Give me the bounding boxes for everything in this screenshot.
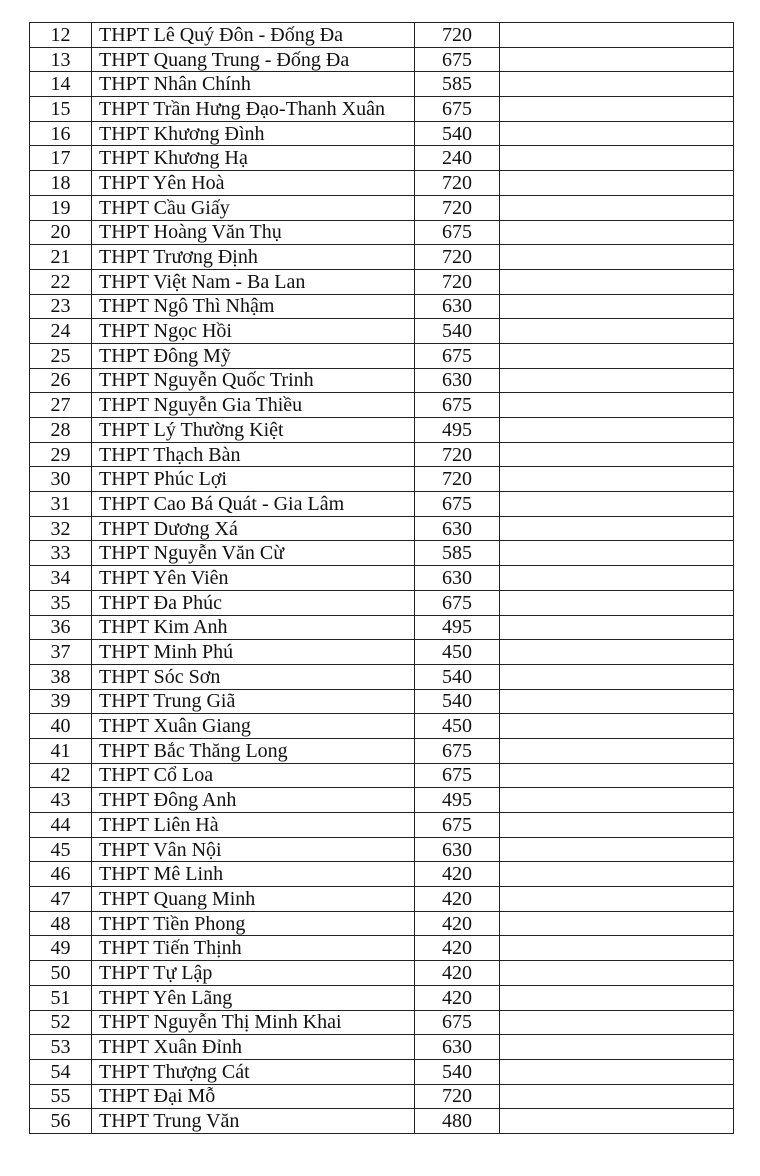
row-number-cell: 37 [30, 640, 92, 665]
note-cell [500, 1035, 734, 1060]
school-name-cell: THPT Xuân Giang [92, 714, 415, 739]
quota-cell: 585 [415, 541, 500, 566]
table-row [30, 1084, 734, 1109]
note-cell [500, 393, 734, 418]
table-row [30, 615, 734, 640]
table-row [30, 418, 734, 443]
note-cell [500, 961, 734, 986]
table-row [30, 121, 734, 146]
school-name-cell: THPT Bắc Thăng Long [92, 738, 415, 763]
quota-cell: 720 [415, 195, 500, 220]
note-cell [500, 72, 734, 97]
row-number-cell: 21 [30, 245, 92, 270]
quota-cell: 720 [415, 467, 500, 492]
school-name-cell: THPT Mê Linh [92, 862, 415, 887]
quota-cell: 630 [415, 294, 500, 319]
table-row [30, 1109, 734, 1134]
row-number-cell: 13 [30, 47, 92, 72]
table-row [30, 294, 734, 319]
note-cell [500, 738, 734, 763]
note-cell [500, 911, 734, 936]
table-row [30, 1059, 734, 1084]
school-name-cell: THPT Ngô Thì Nhậm [92, 294, 415, 319]
quota-cell: 420 [415, 887, 500, 912]
note-cell [500, 788, 734, 813]
quota-cell: 540 [415, 319, 500, 344]
quota-cell: 420 [415, 911, 500, 936]
quota-cell: 495 [415, 615, 500, 640]
table-row [30, 541, 734, 566]
row-number-cell: 33 [30, 541, 92, 566]
row-number-cell: 46 [30, 862, 92, 887]
table-row [30, 245, 734, 270]
school-name-cell: THPT Cao Bá Quát - Gia Lâm [92, 492, 415, 517]
row-number-cell: 14 [30, 72, 92, 97]
table-row [30, 47, 734, 72]
note-cell [500, 146, 734, 171]
table-row [30, 664, 734, 689]
school-name-cell: THPT Ngọc Hồi [92, 319, 415, 344]
school-name-cell: THPT Yên Lãng [92, 985, 415, 1010]
row-number-cell: 48 [30, 911, 92, 936]
quota-cell: 720 [415, 1084, 500, 1109]
row-number-cell: 36 [30, 615, 92, 640]
school-name-cell: THPT Phúc Lợi [92, 467, 415, 492]
note-cell [500, 245, 734, 270]
quota-cell: 495 [415, 418, 500, 443]
quota-cell: 540 [415, 121, 500, 146]
table-row [30, 492, 734, 517]
table-row [30, 714, 734, 739]
quota-cell: 675 [415, 1010, 500, 1035]
table-row [30, 220, 734, 245]
school-name-cell: THPT Khương Đình [92, 121, 415, 146]
row-number-cell: 19 [30, 195, 92, 220]
school-name-cell: THPT Quang Minh [92, 887, 415, 912]
row-number-cell: 47 [30, 887, 92, 912]
row-number-cell: 53 [30, 1035, 92, 1060]
note-cell [500, 640, 734, 665]
table-row [30, 689, 734, 714]
quota-cell: 720 [415, 245, 500, 270]
school-name-cell: THPT Tiền Phong [92, 911, 415, 936]
school-name-cell: THPT Hoàng Văn Thụ [92, 220, 415, 245]
note-cell [500, 763, 734, 788]
table-row [30, 72, 734, 97]
table-row [30, 97, 734, 122]
school-name-cell: THPT Tiến Thịnh [92, 936, 415, 961]
row-number-cell: 38 [30, 664, 92, 689]
table-row [30, 837, 734, 862]
row-number-cell: 56 [30, 1109, 92, 1134]
quota-cell: 630 [415, 1035, 500, 1060]
quota-cell: 720 [415, 23, 500, 48]
note-cell [500, 985, 734, 1010]
quota-cell: 675 [415, 590, 500, 615]
school-name-cell: THPT Nguyễn Văn Cừ [92, 541, 415, 566]
row-number-cell: 51 [30, 985, 92, 1010]
row-number-cell: 40 [30, 714, 92, 739]
row-number-cell: 26 [30, 368, 92, 393]
quota-cell: 450 [415, 640, 500, 665]
quota-cell: 630 [415, 368, 500, 393]
row-number-cell: 27 [30, 393, 92, 418]
table-row [30, 936, 734, 961]
row-number-cell: 24 [30, 319, 92, 344]
row-number-cell: 32 [30, 516, 92, 541]
quota-cell: 720 [415, 442, 500, 467]
school-name-cell: THPT Kim Anh [92, 615, 415, 640]
quota-cell: 675 [415, 393, 500, 418]
row-number-cell: 22 [30, 269, 92, 294]
table-row [30, 985, 734, 1010]
quota-cell: 585 [415, 72, 500, 97]
quota-cell: 720 [415, 171, 500, 196]
row-number-cell: 12 [30, 23, 92, 48]
table-row [30, 788, 734, 813]
note-cell [500, 664, 734, 689]
quota-cell: 675 [415, 813, 500, 838]
quota-cell: 240 [415, 146, 500, 171]
quota-cell: 420 [415, 961, 500, 986]
school-name-cell: THPT Trần Hưng Đạo-Thanh Xuân [92, 97, 415, 122]
school-name-cell: THPT Việt Nam - Ba Lan [92, 269, 415, 294]
note-cell [500, 23, 734, 48]
table-row [30, 763, 734, 788]
note-cell [500, 492, 734, 517]
row-number-cell: 34 [30, 566, 92, 591]
row-number-cell: 31 [30, 492, 92, 517]
row-number-cell: 39 [30, 689, 92, 714]
table-row [30, 862, 734, 887]
table-row [30, 368, 734, 393]
quota-cell: 540 [415, 664, 500, 689]
school-name-cell: THPT Nguyễn Thị Minh Khai [92, 1010, 415, 1035]
quota-cell: 540 [415, 1059, 500, 1084]
note-cell [500, 516, 734, 541]
school-name-cell: THPT Minh Phú [92, 640, 415, 665]
row-number-cell: 54 [30, 1059, 92, 1084]
table-row [30, 1035, 734, 1060]
table-row [30, 269, 734, 294]
school-name-cell: THPT Sóc Sơn [92, 664, 415, 689]
school-name-cell: THPT Thạch Bàn [92, 442, 415, 467]
row-number-cell: 28 [30, 418, 92, 443]
note-cell [500, 590, 734, 615]
quota-cell: 495 [415, 788, 500, 813]
note-cell [500, 220, 734, 245]
quota-cell: 675 [415, 738, 500, 763]
quota-cell: 480 [415, 1109, 500, 1134]
table-row [30, 343, 734, 368]
note-cell [500, 418, 734, 443]
table-row [30, 566, 734, 591]
school-name-cell: THPT Quang Trung - Đống Đa [92, 47, 415, 72]
school-name-cell: THPT Trương Định [92, 245, 415, 270]
quota-cell: 540 [415, 689, 500, 714]
school-name-cell: THPT Thượng Cát [92, 1059, 415, 1084]
table-row [30, 590, 734, 615]
row-number-cell: 17 [30, 146, 92, 171]
quota-cell: 675 [415, 343, 500, 368]
table-row [30, 171, 734, 196]
school-name-cell: THPT Yên Viên [92, 566, 415, 591]
note-cell [500, 195, 734, 220]
quota-cell: 675 [415, 763, 500, 788]
table-row [30, 813, 734, 838]
note-cell [500, 294, 734, 319]
quota-cell: 720 [415, 269, 500, 294]
table-row [30, 467, 734, 492]
quota-cell: 675 [415, 97, 500, 122]
school-name-cell: THPT Đại Mỗ [92, 1084, 415, 1109]
table-row [30, 146, 734, 171]
school-name-cell: THPT Đa Phúc [92, 590, 415, 615]
note-cell [500, 615, 734, 640]
note-cell [500, 171, 734, 196]
table-row [30, 195, 734, 220]
school-name-cell: THPT Dương Xá [92, 516, 415, 541]
row-number-cell: 15 [30, 97, 92, 122]
row-number-cell: 52 [30, 1010, 92, 1035]
school-name-cell: THPT Xuân Đỉnh [92, 1035, 415, 1060]
quota-cell: 630 [415, 516, 500, 541]
table-row [30, 640, 734, 665]
row-number-cell: 42 [30, 763, 92, 788]
row-number-cell: 30 [30, 467, 92, 492]
row-number-cell: 20 [30, 220, 92, 245]
row-number-cell: 43 [30, 788, 92, 813]
table-row [30, 393, 734, 418]
school-name-cell: THPT Đông Anh [92, 788, 415, 813]
school-name-cell: THPT Khương Hạ [92, 146, 415, 171]
quota-cell: 420 [415, 985, 500, 1010]
note-cell [500, 47, 734, 72]
school-name-cell: THPT Cầu Giấy [92, 195, 415, 220]
note-cell [500, 1059, 734, 1084]
note-cell [500, 368, 734, 393]
school-name-cell: THPT Nguyễn Quốc Trinh [92, 368, 415, 393]
quota-cell: 675 [415, 47, 500, 72]
quota-cell: 450 [415, 714, 500, 739]
school-name-cell: THPT Trung Giã [92, 689, 415, 714]
school-name-cell: THPT Đông Mỹ [92, 343, 415, 368]
school-name-cell: THPT Vân Nội [92, 837, 415, 862]
row-number-cell: 23 [30, 294, 92, 319]
note-cell [500, 689, 734, 714]
row-number-cell: 25 [30, 343, 92, 368]
row-number-cell: 44 [30, 813, 92, 838]
school-name-cell: THPT Trung Văn [92, 1109, 415, 1134]
table-row [30, 887, 734, 912]
school-quota-table [29, 22, 734, 1134]
school-name-cell: THPT Yên Hoà [92, 171, 415, 196]
note-cell [500, 714, 734, 739]
row-number-cell: 49 [30, 936, 92, 961]
note-cell [500, 467, 734, 492]
table-row [30, 516, 734, 541]
school-name-cell: THPT Tự Lập [92, 961, 415, 986]
note-cell [500, 343, 734, 368]
table-row [30, 911, 734, 936]
row-number-cell: 29 [30, 442, 92, 467]
quota-cell: 675 [415, 220, 500, 245]
quota-cell: 630 [415, 837, 500, 862]
table-row [30, 23, 734, 48]
row-number-cell: 45 [30, 837, 92, 862]
note-cell [500, 1010, 734, 1035]
note-cell [500, 813, 734, 838]
school-name-cell: THPT Lê Quý Đôn - Đống Đa [92, 23, 415, 48]
note-cell [500, 837, 734, 862]
school-name-cell: THPT Nhân Chính [92, 72, 415, 97]
note-cell [500, 442, 734, 467]
row-number-cell: 16 [30, 121, 92, 146]
school-name-cell: THPT Liên Hà [92, 813, 415, 838]
quota-cell: 675 [415, 492, 500, 517]
table-row [30, 961, 734, 986]
school-name-cell: THPT Lý Thường Kiệt [92, 418, 415, 443]
note-cell [500, 541, 734, 566]
row-number-cell: 35 [30, 590, 92, 615]
note-cell [500, 97, 734, 122]
table-row [30, 1010, 734, 1035]
note-cell [500, 1084, 734, 1109]
row-number-cell: 18 [30, 171, 92, 196]
row-number-cell: 50 [30, 961, 92, 986]
note-cell [500, 862, 734, 887]
quota-cell: 630 [415, 566, 500, 591]
note-cell [500, 887, 734, 912]
note-cell [500, 319, 734, 344]
school-name-cell: THPT Cổ Loa [92, 763, 415, 788]
quota-cell: 420 [415, 936, 500, 961]
note-cell [500, 1109, 734, 1134]
note-cell [500, 269, 734, 294]
row-number-cell: 41 [30, 738, 92, 763]
note-cell [500, 936, 734, 961]
document-page [29, 22, 734, 1134]
table-row [30, 738, 734, 763]
school-name-cell: THPT Nguyễn Gia Thiều [92, 393, 415, 418]
row-number-cell: 55 [30, 1084, 92, 1109]
table-row [30, 442, 734, 467]
note-cell [500, 566, 734, 591]
table-body [30, 23, 734, 1134]
note-cell [500, 121, 734, 146]
table-row [30, 319, 734, 344]
quota-cell: 420 [415, 862, 500, 887]
